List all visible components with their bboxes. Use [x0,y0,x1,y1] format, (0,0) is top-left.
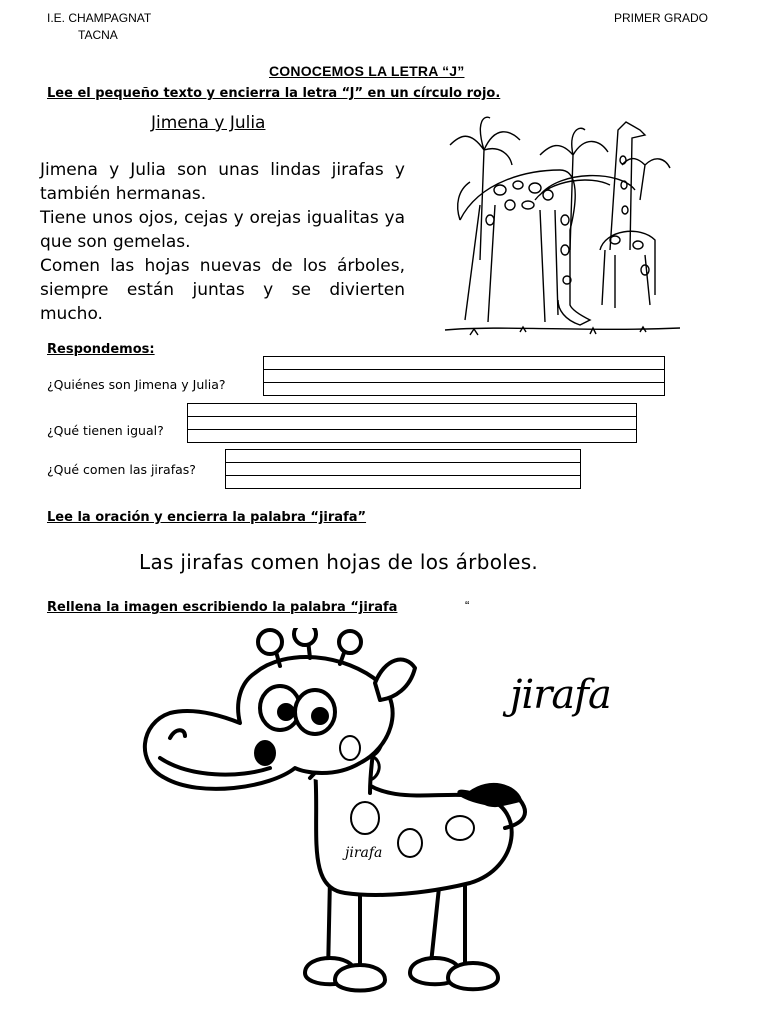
story-paragraph: Jimena y Julia son unas lindas jirafas y también hermanas. [40,160,405,204]
cursive-model-word: jirafa [510,672,611,718]
question-2: ¿Qué tienen igual? [47,423,164,438]
closing-quote: “ [465,598,470,613]
respondemos-heading: Respondemos: [47,342,155,357]
story-paragraph: Tiene unos ojos, cejas y orejas igualitas ya que son gemelas. [40,208,405,252]
page-title: CONOCEMOS LA LETRA “J” [269,63,465,79]
answer-lines-3[interactable] [225,449,581,489]
school-name: I.E. CHAMPAGNAT [47,11,152,25]
grade-label: PRIMER GRADO [614,11,709,25]
story-paragraph: Comen las hojas nuevas de los árboles, siempre están juntas y se divierten mucho. [40,256,405,324]
question-3: ¿Qué comen las jirafas? [47,462,196,477]
story-text [40,158,405,326]
cartoon-giraffe-icon [130,628,540,1008]
city-name: TACNA [78,28,118,42]
body-word: jirafa [345,845,383,861]
sentence: Las jirafas comen hojas de los árboles. [139,550,539,574]
giraffes-scene-icon [440,110,688,346]
story-title: Jimena y Julia [151,113,266,133]
instruction-fill-image [47,600,397,615]
answer-lines-2[interactable] [187,403,637,443]
answer-lines-1[interactable] [263,356,665,396]
instruction-circle-j: Lee el pequeño texto y encierra la letra “J” en un círculo rojo. [47,86,501,101]
instruction-circle-word: Lee la oración y encierra la palabra “jirafa” [47,510,367,525]
question-1: ¿Quiénes son Jimena y Julia? [47,377,226,392]
instruction-fill-text: Rellena la imagen escribiendo la palabra “jirafa [47,600,398,615]
